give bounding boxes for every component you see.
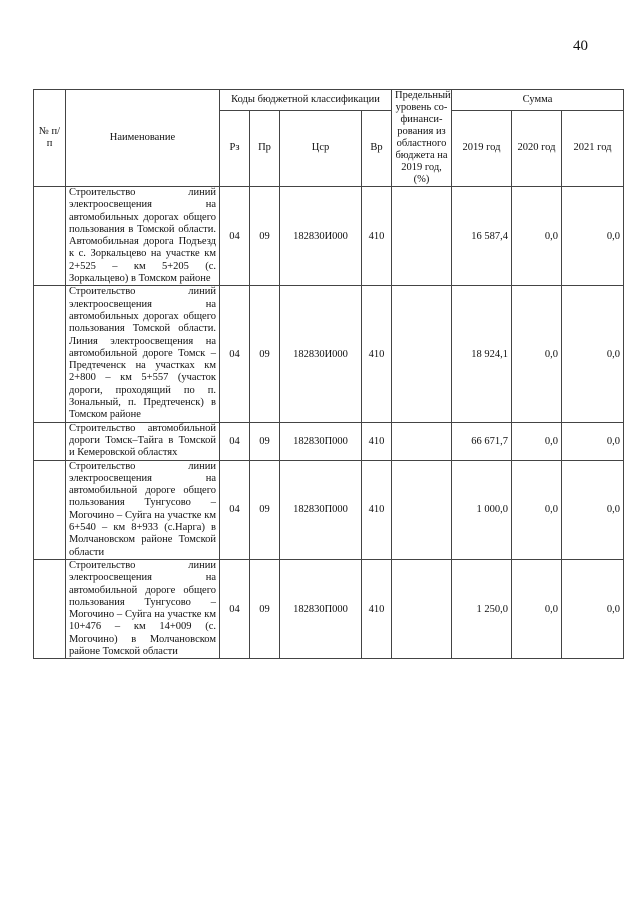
row-sum-2020: 0,0 [512,187,562,286]
table-row [34,286,624,422]
header-vr: Вр [362,110,392,186]
header-codes-group: Коды бюджетной классификации [220,90,392,111]
header-sum-group: Сумма [452,90,624,111]
row-sum-2021: 0,0 [562,460,624,559]
row-rz: 04 [220,559,250,658]
row-csr: 182830И000 [280,286,362,422]
row-csr: 182830И000 [280,187,362,286]
row-sum-2020: 0,0 [512,460,562,559]
row-vr: 410 [362,460,392,559]
row-pr: 09 [250,422,280,460]
table-row [34,559,624,658]
header-year-2019: 2019 год [452,110,512,186]
row-name: Строительство линии электроосвещения на автомобильной дороге общего пользования Тунгусово – Могочино – Суйга на участке км 6+540 – км 8+933 (с.Нарга) в Молчановском районе Томской области [66,460,220,559]
table-row [34,460,624,559]
row-sum-2020: 0,0 [512,422,562,460]
row-sum-2019: 18 924,1 [452,286,512,422]
header-year-2021: 2021 год [562,110,624,186]
row-vr: 410 [362,286,392,422]
row-limit [392,460,452,559]
row-number [34,460,66,559]
row-name: Строительство автомобильной дороги Томск–Тайга в Томской и Кемеровской областях [66,422,220,460]
row-name: Строительство линии электроосвещения на автомобильной дороге общего пользования Тунгусово – Могочино – Суйга на участке км 10+476 – км 14+009 (с. Могочино) в Молчановском районе Томской области [66,559,220,658]
row-number [34,422,66,460]
row-rz: 04 [220,286,250,422]
row-pr: 09 [250,187,280,286]
row-pr: 09 [250,559,280,658]
row-number [34,559,66,658]
table-row [34,422,624,460]
row-pr: 09 [250,286,280,422]
header-name: Наименование [66,90,220,187]
header-pr: Пр [250,110,280,186]
row-pr: 09 [250,460,280,559]
row-limit [392,559,452,658]
row-number [34,286,66,422]
budget-table [33,89,624,659]
row-number [34,187,66,286]
row-vr: 410 [362,187,392,286]
row-sum-2020: 0,0 [512,286,562,422]
row-csr: 182830П000 [280,460,362,559]
row-vr: 410 [362,422,392,460]
row-csr: 182830П000 [280,422,362,460]
header-year-2020: 2020 год [512,110,562,186]
page-number: 40 [573,38,588,54]
row-csr: 182830П000 [280,559,362,658]
row-sum-2021: 0,0 [562,187,624,286]
row-limit [392,286,452,422]
row-rz: 04 [220,460,250,559]
row-sum-2019: 16 587,4 [452,187,512,286]
row-sum-2019: 1 000,0 [452,460,512,559]
row-sum-2019: 66 671,7 [452,422,512,460]
header-cofinancing-limit: Предельный уровень со-финанси-рования из областного бюджета на 2019 год, (%) [392,90,452,187]
row-sum-2021: 0,0 [562,559,624,658]
header-rz: Рз [220,110,250,186]
row-sum-2019: 1 250,0 [452,559,512,658]
table-row [34,187,624,286]
row-sum-2020: 0,0 [512,559,562,658]
row-sum-2021: 0,0 [562,286,624,422]
row-name: Строительство линий электроосвещения на автомобильных дорогах общего пользования Томской области. Линия электроосвещения на автомобильной дороге Томск – Предтеченск на участках км 2+800 – км 5+557 (участок дороги, проходящий по п. Зональный, п. Предтеченск) в Томском районе [66,286,220,422]
row-limit [392,422,452,460]
row-name: Строительство линий электроосвещения на автомобильных дорогах общего пользования в Томской области. Автомобильная дорога Подъезд к с. Зоркальцево на участке км 2+525 – км 5+205 (с. Зоркальцево) в Томском районе [66,187,220,286]
header-number: № п/п [34,90,66,187]
row-rz: 04 [220,187,250,286]
row-rz: 04 [220,422,250,460]
row-vr: 410 [362,559,392,658]
header-csr: Цср [280,110,362,186]
row-limit [392,187,452,286]
row-sum-2021: 0,0 [562,422,624,460]
